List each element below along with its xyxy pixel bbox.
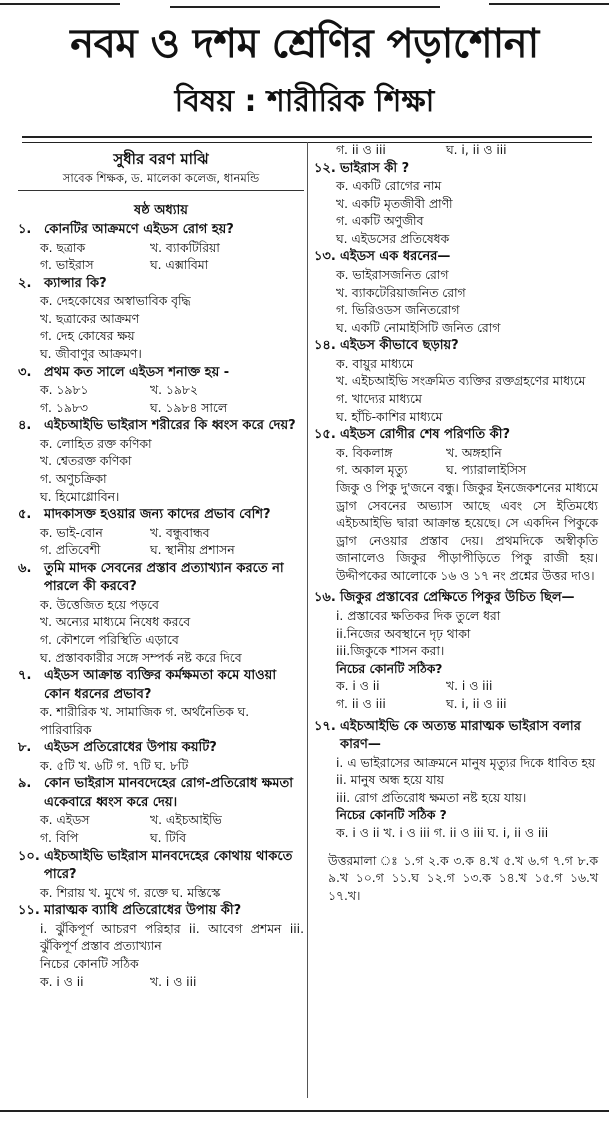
statement: ii.নিজের অবস্থানে দৃঢ় থাকা — [336, 626, 471, 641]
option: ঘ. প্রস্তাবকারীর সঙ্গে সম্পর্ক নষ্ট করে দিবে — [40, 650, 242, 665]
options-row: গ. ১৯৮৩ ঘ. ১৯৮৪ সালে — [40, 400, 228, 415]
options-inline: ক. শিরায় খ. মুখে গ. রক্তে ঘ. মস্তিস্কে — [40, 885, 221, 900]
question-2: ২. ক্যান্সার কি? — [18, 275, 107, 291]
statement: ii. মানুষ অন্ধ হয়ে যায় — [336, 773, 444, 788]
option: ঘ. জীবাণুর আক্রমণ। — [40, 346, 142, 361]
question-7: ৭. এইডস আক্রান্ত ব্যক্তির কর্মক্ষমতা কমে যাওয়া কোন ধরনের প্রভাব? — [18, 668, 277, 702]
option: খ. ব্যাকটেরিয়াজনিত রোগ — [336, 285, 466, 300]
bottom-rule — [0, 1110, 609, 1112]
option: ক. দেহকোষের অস্বাভাবিক বৃদ্ধি — [40, 294, 191, 309]
question-11: ১১. মারাত্মক ব্যাধি প্রতিরোধের উপায় কী? — [18, 903, 242, 919]
page-title: নবম ও দশম শ্রেণির পড়াশোনা — [70, 21, 539, 67]
option: ক. বায়ুর মাধ্যমে — [336, 356, 414, 371]
subject-title: বিষয় : শারীরিক শিক্ষা — [174, 84, 435, 119]
choose-prompt: নিচের কোনটি সঠিক — [40, 956, 139, 971]
column-separator — [307, 142, 308, 1098]
option: খ. একটি মৃতজীবী প্রাণী — [336, 196, 453, 211]
question-15: ১৫. এইডস রোগীর শেষ পরিণতি কী? — [314, 427, 511, 443]
choose-prompt: নিচের কোনটি সঠিক ? — [336, 808, 447, 823]
option: গ. ভিরিওডস জনিতরোগ — [336, 303, 460, 318]
question-1: ১. কোনটির আক্রমণে এইডস রোগ হয়? — [18, 222, 234, 237]
options-row: ক. i ও ii খ. i ও iii — [40, 974, 197, 989]
left-column — [18, 142, 304, 991]
option: খ. ছত্রাকের আক্রমণ — [40, 311, 140, 326]
question-6: ৬. তুমি মাদক সেবনের প্রস্তাব প্রত্যাখ্যান করতে না পারলে কী করবে? — [18, 560, 284, 595]
option: গ. অণুচক্রিকা — [40, 471, 107, 486]
options-row: গ. ভাইরাস ঘ. এক্সাবিমা — [40, 258, 209, 273]
options-row: ক. ছত্রাক খ. ব্যাকটিরিয়া — [40, 240, 220, 255]
author-role: সাবেক শিক্ষক, ড. মালেকা কলেজ, ধানমন্ডি — [18, 170, 304, 191]
statements: i. ঝুঁকিপূর্ণ আচরণ পরিহার ii. আবেগ প্রশমন iii. ঝুঁকিপূর্ণ প্রস্তাব প্রত্যাখ্যান — [40, 921, 304, 954]
question-4: ৪. এইচআইভি ভাইরাস শরীরের কি ধ্বংস করে দেয়? — [18, 418, 296, 434]
author-name: সুধীর বরণ মাঝি — [113, 150, 209, 168]
options-inline: ক. i ও ii খ. i ও iii গ. ii ও iii ঘ. i, ii ও iii — [336, 825, 549, 840]
question-10: ১০. এইচআইভি ভাইরাস মানবদেহের কোথায় থাকতে পারে? — [18, 848, 293, 883]
question-16: ১৬. জিকুর প্রস্তাবের প্রেক্ষিতে পিকুর উচিত ছিল— — [314, 590, 575, 606]
option: খ. এইচআইভি সংক্রমিত ব্যক্তির রক্তগ্রহণের মাধ্যমে — [336, 374, 586, 389]
options-row: গ. বিপি ঘ. টিবি — [40, 831, 186, 846]
option: গ. একটি অণুজীব — [336, 214, 424, 229]
options-row: ক. বিকলাঙ্গ খ. অঙ্গহানি — [336, 445, 502, 460]
option: গ. দেহ কোষের ক্ষয় — [40, 329, 135, 344]
options-row: ক. ভাই-বোন খ. বন্ধুবান্ধব — [40, 525, 210, 540]
top-border — [0, 0, 609, 8]
option: গ. খাদ্যের মাধ্যমে — [336, 392, 422, 407]
options-inline: ক. শারীরিক খ. সামাজিক গ. অর্থনৈতিক ঘ. পারিবারিক — [40, 705, 250, 737]
options-row: ক. i ও ii খ. i ও iii — [336, 679, 493, 694]
statement: i. প্রস্তাবের ক্ষতিকর দিক তুলে ধরা — [336, 608, 501, 623]
options-row: গ. ii ও iii ঘ. i, ii ও iii — [336, 143, 507, 157]
statement: i. এ ভাইরাসের আক্রমনে মানুষ মৃত্যুর দিকে ধাবিত হয় — [336, 755, 596, 770]
options-row: ক. এইডস খ. এইচআইভি — [40, 813, 222, 828]
choose-prompt: নিচের কোনটি সঠিক? — [336, 661, 443, 676]
option: ক. লোহিত রক্ত কণিকা — [40, 436, 152, 451]
question-8: ৮. এইডস প্রতিরোধের উপায় কয়টি? — [18, 740, 217, 756]
statement: iii.জিকুকে শাসন করা। — [336, 644, 445, 659]
option: ঘ. একটি নোমাইসিটি জনিত রোগ — [336, 320, 501, 335]
question-14: ১৪. এইডস কীভাবে ছড়ায়? — [314, 338, 459, 354]
options-row: গ. অকাল মৃত্যু ঘ. প্যারালাইসিস — [336, 463, 527, 478]
question-9: ৯. কোন ভাইরাস মানবদেহের রোগ-প্রতিরোধ ক্ষমতা একেবারে ধ্বংস করে দেয়। — [18, 776, 293, 810]
question-3: ৩. প্রথম কত সালে এইডস শনাক্ত হয় - — [18, 364, 230, 380]
question-17: ১৭. এইচআইভি কে অত্যন্ত মারাত্মক ভাইরাস বলার কারণ— — [314, 718, 581, 753]
option: গ. কৌশলে পরিস্থিতি এড়াবে — [40, 633, 179, 647]
top-border-right — [489, 3, 609, 5]
option: খ. অন্যের মাধ্যমে নিষেধ করবে — [40, 615, 191, 630]
options-row: গ. প্রতিবেশী ঘ. স্থানীয় প্রশাসন — [40, 543, 235, 558]
top-border-notch — [170, 0, 440, 8]
statement: iii. রোগ প্রতিরোধ ক্ষমতা নষ্ট হয়ে যায়। — [336, 790, 527, 805]
option: ঘ. হাঁচি-কাশির মাধ্যমে — [336, 409, 443, 424]
option: ক. একটি রোগের নাম — [336, 179, 442, 194]
option: ক. উত্তেজিত হয়ে পড়বে — [40, 597, 159, 612]
option: ঘ. হিমোগ্লোবিন। — [40, 489, 120, 504]
stimulus-paragraph: জিকু ও পিকু দু'জনে বন্ধু। জিকুর ইনজেকশনের মাধ্যমে ড্রাগ সেবনের অভ্যাস আছে এবং সে ইতিমধ্যে এইচআইভি দ্বারা আক্রান্ত হয়েছে। সে একদিন পিকুকে ড্রাগ নেওয়ার প্রস্তাব দেয়। প্রথমদিকে অস্বীকৃতি জানালেও জিকুর পীড়াপীড়িতে পিকু রাজী হয়। উদ্দীপকের আলোকে ১৬ ও ১৭ নং প্রশ্নের উত্তর দাও। — [336, 480, 598, 583]
question-5: ৫. মাদকাসক্ত হওয়ার জন্য কাদের প্রভাব বেশি? — [18, 507, 271, 523]
question-13: ১৩. এইডস এক ধরনের— — [314, 249, 451, 265]
options-inline: ক. ৫টি খ. ৬টি গ. ৭টি ঘ. ৮টি — [40, 758, 189, 773]
answer-key: উত্তরমালা ঃ ১.গ ২.ক ৩.ক ৪.খ ৫.খ ৬.গ ৭.গ ৮.ক ৯.খ ১০.গ ১১.ঘ ১২.গ ১৩.ক ১৪.খ ১৫.গ ১৬.খ ১৭.খ। — [328, 853, 598, 903]
question-12: ১২. ভাইরাস কী ? — [314, 160, 410, 176]
option: খ. শ্বেতরক্ত কণিকা — [40, 454, 132, 469]
chapter-title: ষষ্ঠ অধ্যায় — [134, 203, 188, 218]
option: ঘ. এইডসের প্রতিষেধক — [336, 231, 450, 246]
top-border-left — [0, 3, 120, 5]
option: ক. ভাইরাসজনিত রোগ — [336, 267, 449, 282]
right-column — [314, 142, 598, 905]
options-row: গ. ii ও iii ঘ. i, ii ও iii — [336, 696, 507, 711]
options-row: ক. ১৯৮১ খ. ১৯৮২ — [40, 383, 198, 398]
